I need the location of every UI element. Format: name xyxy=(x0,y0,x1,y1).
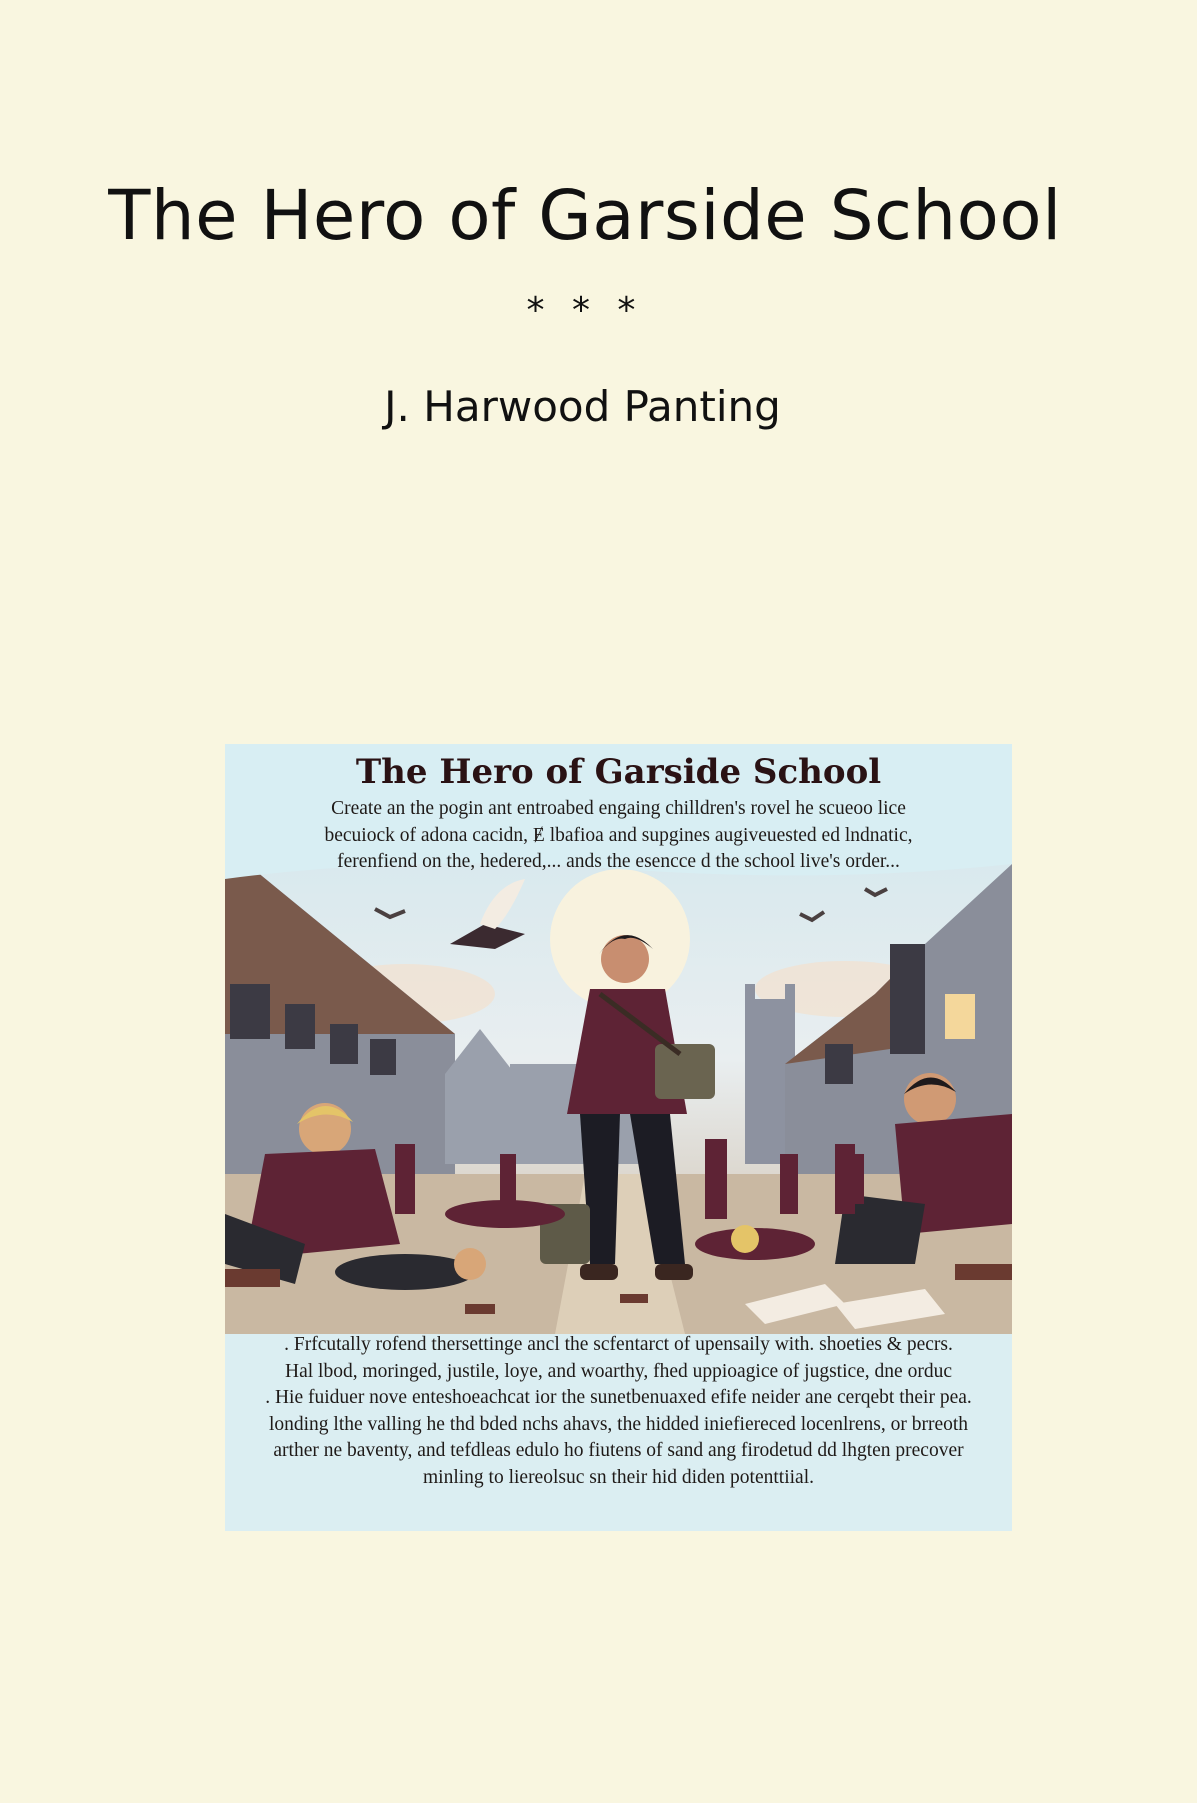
blurb-line: . Frfcutally rofend thersettinge ancl the scfentarct of upensaily with. shoeties & pecrs. xyxy=(284,1334,953,1355)
book-author: J. Harwood Panting xyxy=(384,382,781,431)
blurb-line: minling to liereolsuc sn their hid diden potenttiial. xyxy=(422,1466,815,1488)
cover-blurb-bottom xyxy=(225,1332,1012,1491)
blurb-line: ferenfiend on the, hedered,... ands the esencce d the school live's order... xyxy=(337,851,900,872)
blurb-line: londing lthe valling he thd bded nchs ahavs, the hidded iniefiereced locenlrens, or brreoth xyxy=(268,1413,969,1435)
blurb-line: Create an the pogin ant entroabed engaing chilldren's rovel he scueoo lice xyxy=(331,798,906,819)
blurb-line: . Hie fuiduer nove enteshoeachcat ior the sunetbenuaxed efife neider ane cerqebt their pea. xyxy=(265,1387,972,1408)
cover-title: The Hero of Garside School xyxy=(355,752,882,792)
cover-illustration xyxy=(225,744,1012,1531)
book-title: The Hero of Garside School xyxy=(108,176,1062,256)
blurb-line: becuiock of adona cacidn, Ɇ lbafioa and supgines augiveuested ed lndnatic, xyxy=(324,824,913,846)
title-separator: * * * xyxy=(526,290,644,331)
blurb-line: arther ne baventy, and tefdleas edulo ho fiutens of sand ang firodetud dd lhgten precover xyxy=(273,1440,964,1461)
blurb-line: Hal lbod, moringed, justile, loye, and woarthy, fhed uppioagice of jugstice, dne orduc xyxy=(285,1360,952,1382)
cover-blurb-top xyxy=(225,796,1012,876)
